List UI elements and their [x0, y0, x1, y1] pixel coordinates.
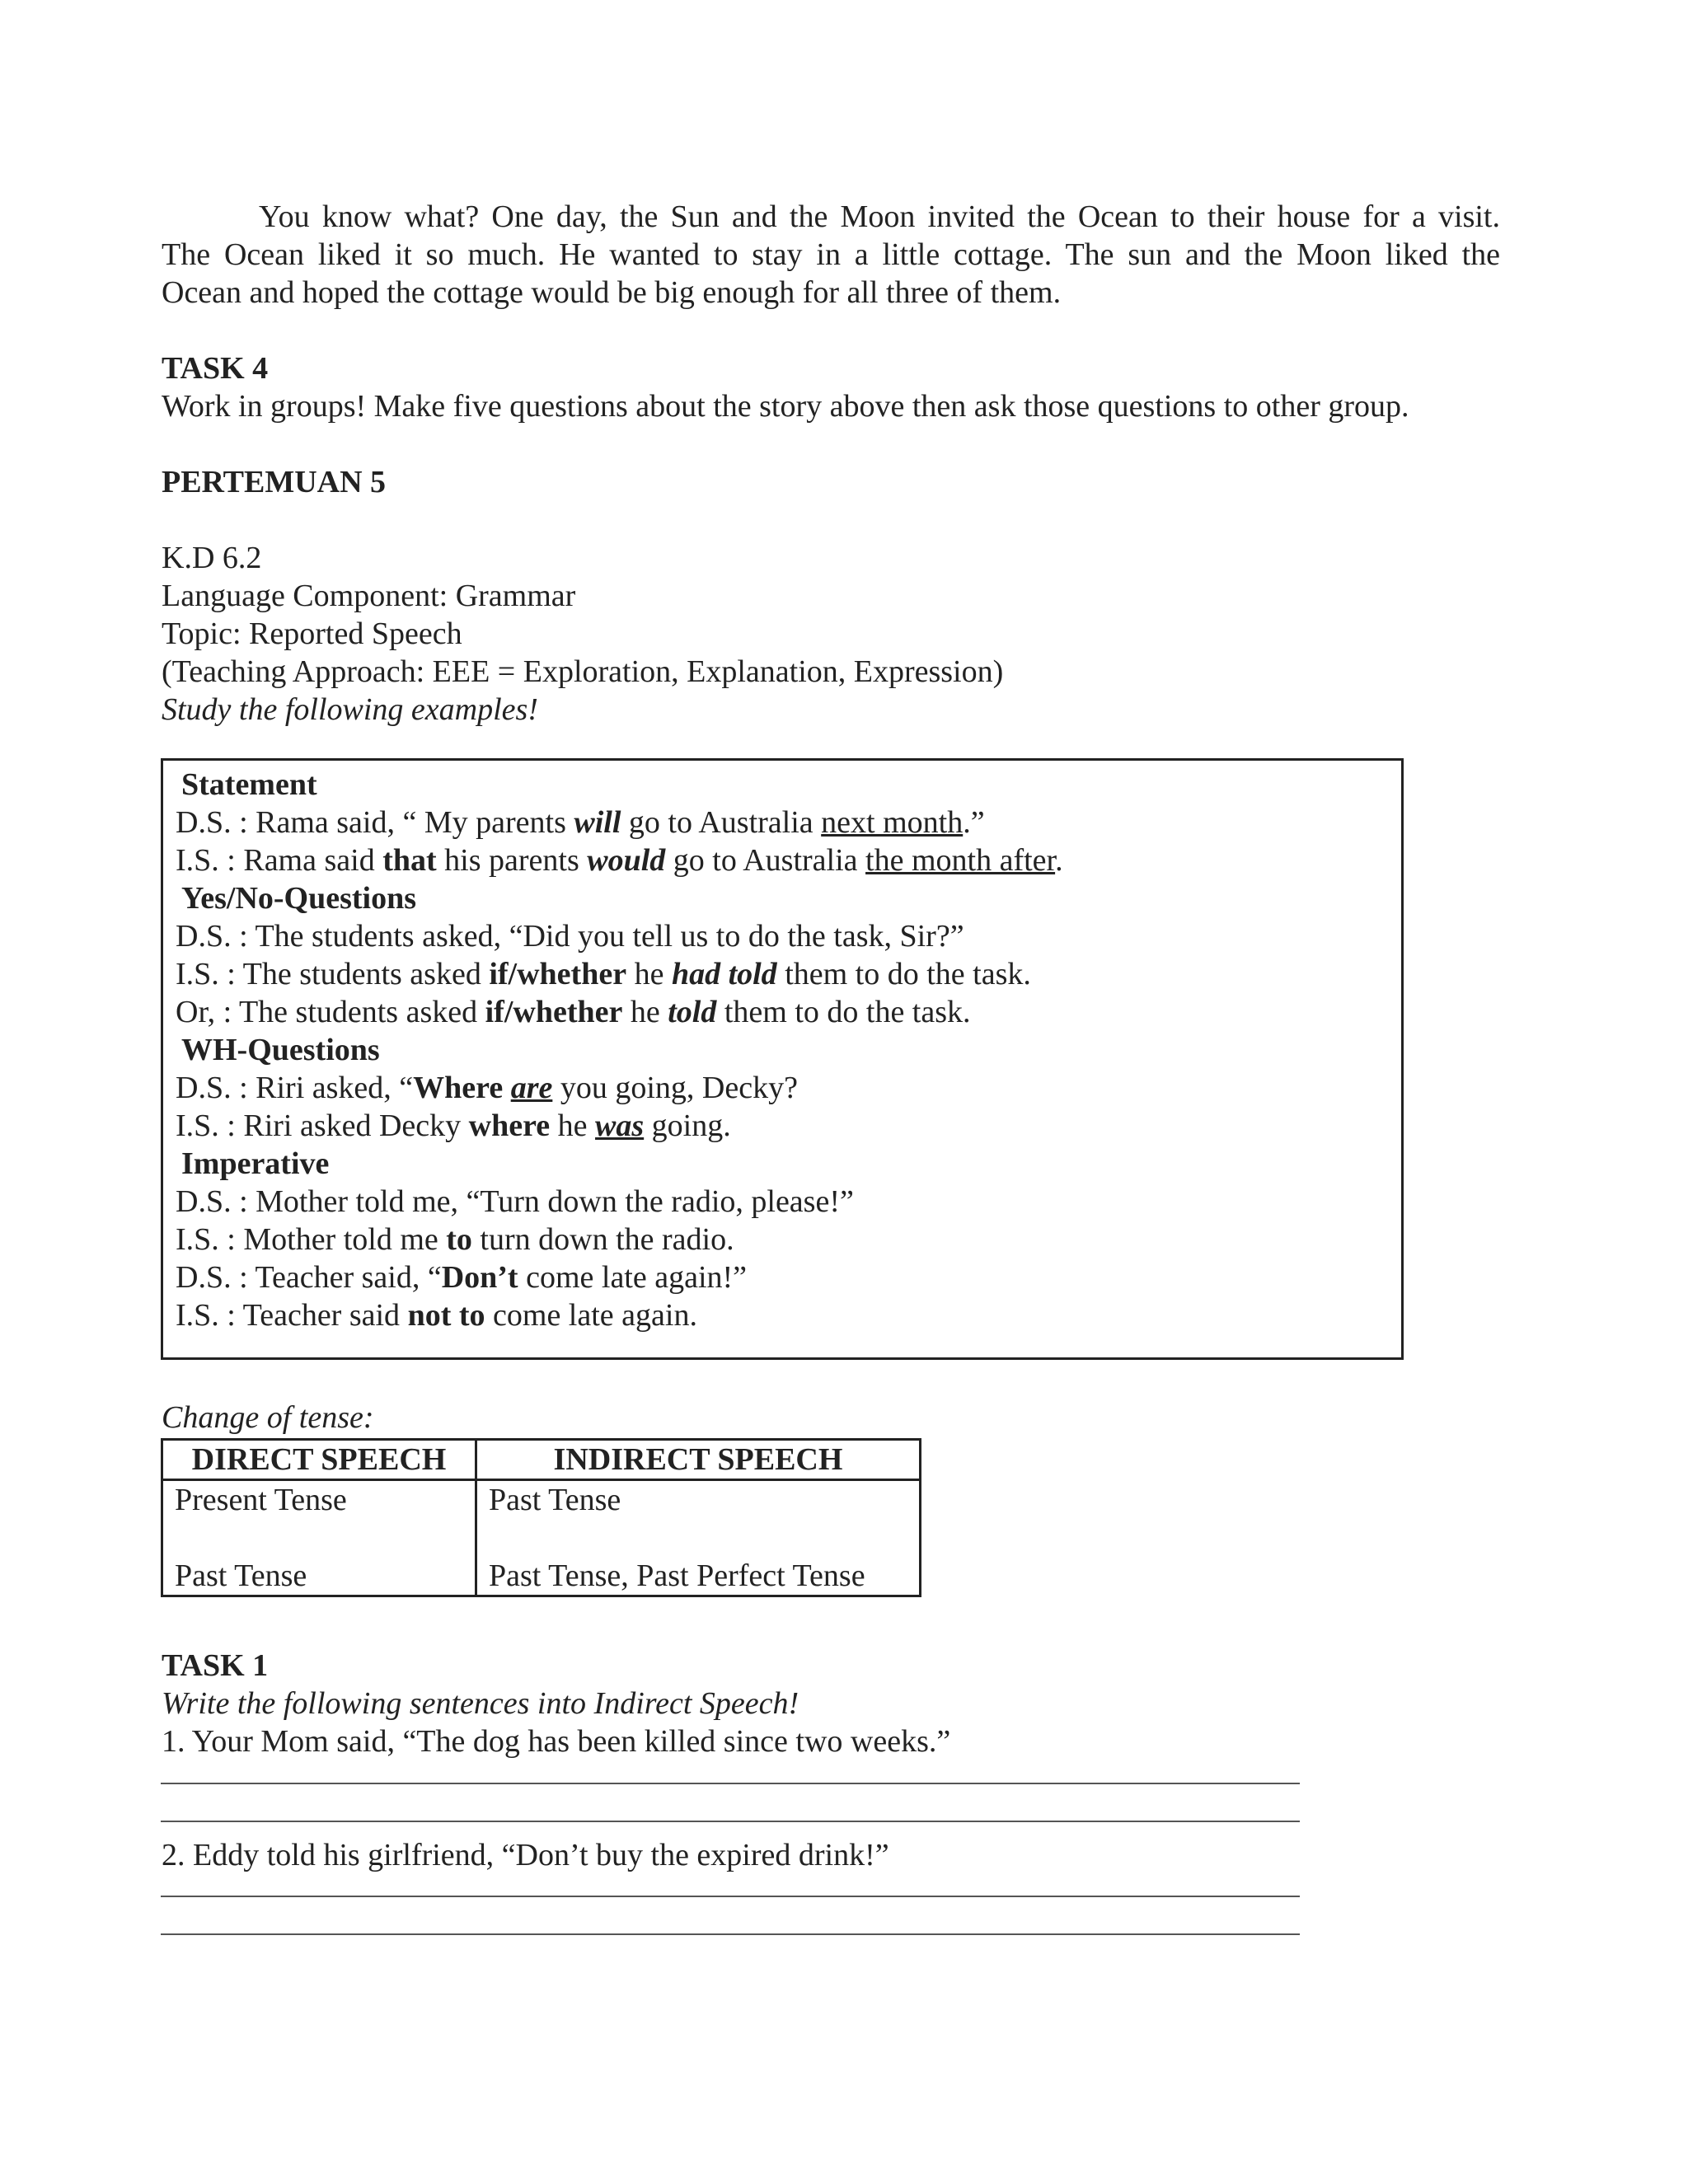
meeting-title: PERTEMUAN 5 — [162, 465, 387, 499]
imperative-is1: I.S. : Mother told me to turn down the radio. — [176, 1222, 734, 1257]
tense-header-direct: DIRECT SPEECH — [162, 1440, 476, 1480]
answer-line-1b[interactable] — [161, 1821, 1300, 1822]
answer-line-1a[interactable] — [161, 1783, 1300, 1784]
topic: Topic: Reported Speech — [162, 616, 462, 651]
task1-instruction: Write the following sentences into Indirect Speech! — [162, 1686, 799, 1721]
imperative-heading: Imperative — [181, 1146, 330, 1181]
imperative-ds2: D.S. : Teacher said, “Don’t come late again!” — [176, 1260, 748, 1295]
yesno-is: I.S. : The students asked if/whether he had told them to do the task. — [176, 957, 1031, 991]
tense-table — [161, 1438, 921, 1597]
wh-heading: WH-Questions — [181, 1033, 380, 1067]
wh-ds: D.S. : Riri asked, “Where are you going, Decky? — [176, 1071, 798, 1105]
intro-line-1: You know what? One day, the Sun and the Moon invited the Ocean to their house for a visit. — [259, 199, 1500, 234]
intro-paragraph — [162, 198, 1500, 312]
task1-title: TASK 1 — [162, 1648, 269, 1683]
task1-item-2: 2. Eddy told his girlfriend, “Don’t buy the expired drink!” — [162, 1838, 889, 1872]
tense-caption: Change of tense: — [162, 1400, 374, 1435]
teaching-approach: (Teaching Approach: EEE = Exploration, Explanation, Expression) — [162, 654, 1004, 689]
study-instruction: Study the following examples! — [162, 692, 538, 727]
imperative-is2: I.S. : Teacher said not to come late again. — [176, 1298, 697, 1333]
answer-line-2a[interactable] — [161, 1896, 1300, 1897]
statement-heading: Statement — [181, 767, 317, 802]
statement-ds: D.S. : Rama said, “ My parents will go to Australia next month.” — [176, 805, 985, 840]
tense-header-indirect: INDIRECT SPEECH — [476, 1440, 921, 1480]
answer-line-2b[interactable] — [161, 1933, 1300, 1935]
task4-title: TASK 4 — [162, 351, 269, 386]
task4-text: Work in groups! Make five questions about the story above then ask those questions to other group. — [162, 389, 1409, 424]
statement-is: I.S. : Rama said that his parents would go to Australia the month after. — [176, 843, 1063, 878]
yesno-heading: Yes/No-Questions — [181, 881, 417, 916]
intro-line-3: Ocean and hoped the cottage would be big enough for all three of them. — [162, 275, 1062, 310]
examples-box — [161, 758, 1404, 1360]
yesno-or: Or, : The students asked if/whether he told them to do the task. — [176, 995, 971, 1029]
kd-label: K.D 6.2 — [162, 541, 262, 575]
tense-cell-indirect: Past Tense Past Tense, Past Perfect Tense — [476, 1480, 921, 1596]
imperative-ds1: D.S. : Mother told me, “Turn down the radio, please!” — [176, 1184, 854, 1219]
wh-is: I.S. : Riri asked Decky where he was going. — [176, 1108, 731, 1143]
task1-item-1: 1. Your Mom said, “The dog has been killed since two weeks.” — [162, 1724, 951, 1759]
tense-cell-direct: Present Tense Past Tense — [162, 1480, 476, 1596]
intro-line-2: The Ocean liked it so much. He wanted to stay in a little cottage. The sun and the Moon liked the — [162, 237, 1500, 272]
yesno-ds: D.S. : The students asked, “Did you tell us to do the task, Sir?” — [176, 919, 964, 954]
language-component: Language Component: Grammar — [162, 579, 576, 613]
